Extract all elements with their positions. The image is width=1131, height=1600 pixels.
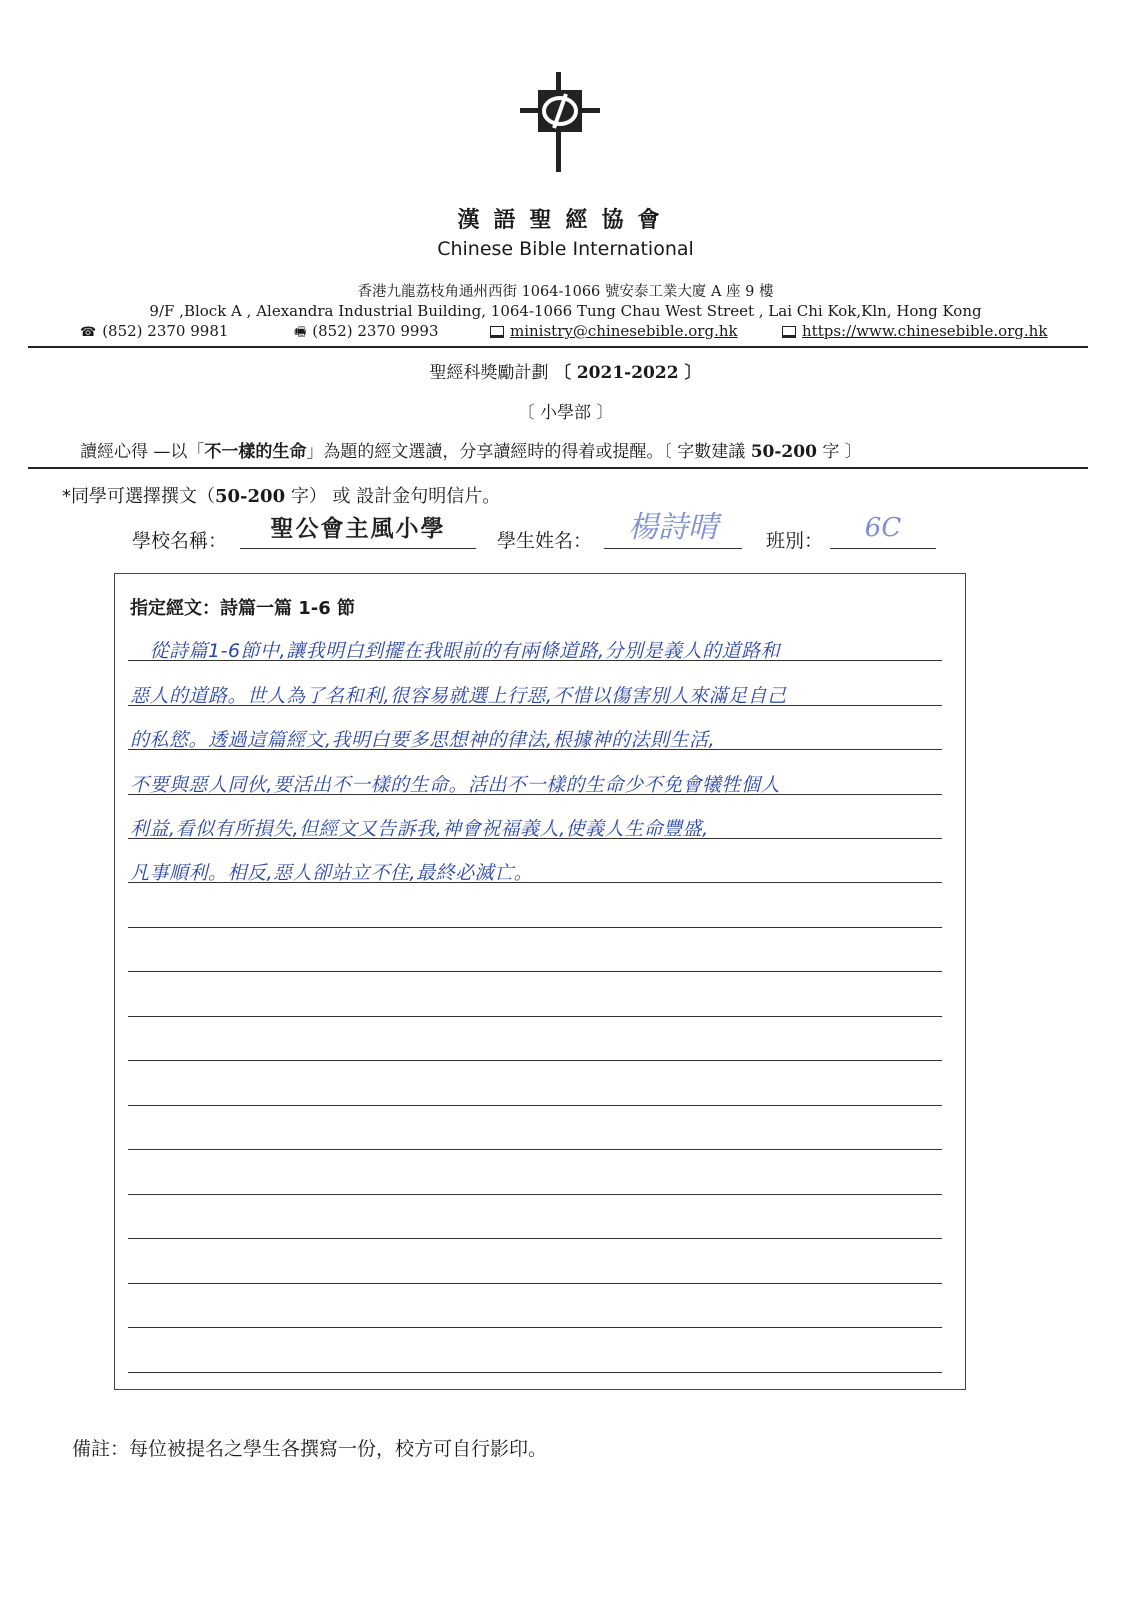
website-link[interactable]: https://www.chinesebible.org.hk — [802, 322, 1048, 340]
essay-line: 不要與惡人同伙,要活出不一樣的生命。活出不一樣的生命少不免會犧牲個人 — [130, 774, 781, 796]
address-zh: 香港九龍荔枝角通州西街 1064-1066 號安泰工業大廈 A 座 9 樓 — [357, 284, 774, 300]
writing-line — [128, 1194, 942, 1195]
header-divider — [28, 346, 1088, 348]
writing-line — [128, 794, 942, 795]
class-label: 班別： — [766, 530, 824, 552]
writing-line — [128, 882, 942, 883]
programme-name: 聖經科獎勵計劃 — [429, 363, 549, 383]
writing-line — [128, 749, 942, 750]
options-note: *同學可選擇撰文（50-200 字） 或 設計金句明信片。 — [62, 486, 501, 507]
writing-line — [128, 927, 942, 928]
topic-word-count: 50-200 — [750, 442, 817, 462]
writing-line — [128, 1372, 942, 1373]
address-en: 9/F ,Block A , Alexandra Industrial Building, 1064-1066 Tung Chau West Street , Lai Chi Kok,Kln, Hong Kong — [149, 302, 982, 320]
class-field[interactable]: 6C — [830, 514, 936, 549]
essay-line: 惡人的道路。世人為了名和利,很容易就選上行惡,不惜以傷害別人來滿足自己 — [130, 685, 787, 707]
writing-line — [128, 838, 942, 839]
fax-contact — [294, 322, 439, 345]
topic-divider — [28, 467, 1088, 469]
writing-line — [128, 660, 942, 661]
writing-line — [128, 1105, 942, 1106]
student-name-field[interactable]: 楊詩晴 — [604, 514, 742, 549]
fax-number: (852) 2370 9993 — [312, 322, 439, 340]
topic-theme: 不一樣的生命 — [204, 442, 307, 462]
essay-line: 的私慾。透過這篇經文,我明白要多思想神的律法,根據神的法則生活, — [130, 729, 716, 751]
programme-year: 〔 2021-2022 〕 — [553, 363, 702, 383]
writing-line — [128, 971, 942, 972]
phone-icon: ☎ — [80, 325, 97, 340]
programme-section: 〔 小學部 〕 — [517, 403, 614, 423]
email-contact — [490, 322, 738, 340]
school-label: 學校名稱： — [132, 530, 228, 552]
cross-logo-icon — [520, 72, 610, 172]
programme-title — [0, 358, 1131, 383]
writing-line — [128, 705, 942, 706]
email-link[interactable]: ministry@chinesebible.org.hk — [510, 322, 738, 340]
phone-number: (852) 2370 9981 — [102, 322, 229, 340]
writing-line — [128, 1016, 942, 1017]
fax-icon: 🖷 — [294, 325, 307, 340]
essay-line: 凡事順利。相反,惡人卻站立不住,最終必滅亡。 — [130, 862, 534, 884]
form-row — [0, 510, 1131, 564]
org-name-en: Chinese Bible International — [437, 238, 694, 260]
writing-line — [128, 1283, 942, 1284]
student-label: 學生姓名： — [497, 530, 593, 552]
website-contact — [782, 322, 1047, 340]
essay-line: 從詩篇1-6節中,讓我明白到擺在我眼前的有兩條道路,分別是義人的道路和 — [130, 640, 781, 662]
footer-note: 備註：每位被提名之學生各撰寫一份，校方可自行影印。 — [72, 1438, 548, 1460]
writing-line — [128, 1060, 942, 1061]
writing-line — [128, 1238, 942, 1239]
topic-instruction: 讀經心得 —以「不一樣的生命」為題的經文選讀，分享讀經時的得着或提醒。〔 字數建議 50-200 字 〕 — [80, 442, 862, 462]
org-name-zh: 漢語聖經協會 — [457, 208, 674, 233]
essay-line: 利益,看似有所損失,但經文又告訴我,神會祝福義人,使義人生命豐盛, — [130, 818, 709, 840]
school-field[interactable]: 聖公會主風小學 — [240, 514, 476, 549]
writing-line — [128, 1327, 942, 1328]
writing-line — [128, 1149, 942, 1150]
phone-contact — [80, 322, 228, 340]
computer-icon — [782, 326, 796, 338]
computer-icon — [490, 326, 504, 338]
options-word-count: 50-200 — [215, 486, 286, 507]
passage-title: 指定經文：詩篇一篇 1-6 節 — [130, 598, 356, 619]
